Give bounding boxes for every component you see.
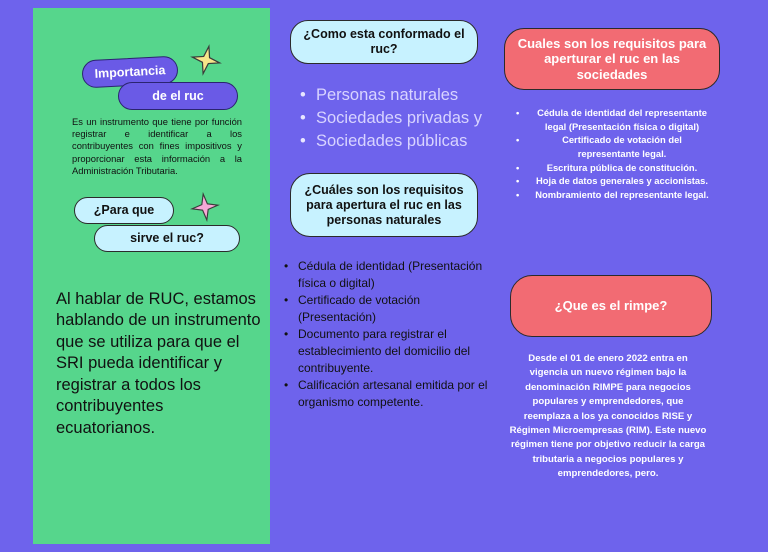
- requisitos-naturales-title: [290, 173, 478, 237]
- list-item: • Documento para registrar el establecimiento del domicilio del contribuyente.: [282, 326, 498, 377]
- importancia-title-text-1: Importancia: [94, 62, 166, 81]
- para-que-title-top: [74, 197, 174, 224]
- list-item: • Certificado de votación (Presentación): [282, 292, 498, 326]
- list-item: • Personas naturales: [298, 84, 498, 107]
- list-item: • Hoja de datos generales y accionistas.: [522, 174, 712, 188]
- list-item: • Sociedades públicas: [298, 130, 498, 153]
- list-item: • Certificado de votación del representante legal.: [522, 133, 712, 160]
- para-que-title-text-2: sirve el ruc?: [130, 231, 204, 245]
- para-que-title-bottom: [94, 225, 240, 252]
- star-icon-yellow: [190, 44, 222, 76]
- list-item: • Nombramiento del representante legal.: [522, 188, 712, 202]
- list-item: • Cédula de identidad del representante legal (Presentación física o digital): [522, 106, 712, 133]
- star-icon-pink: [190, 192, 220, 222]
- rimpe-title: [510, 275, 712, 337]
- list-item: • Calificación artesanal emitida por el organismo competente.: [282, 377, 498, 411]
- para-que-title-text-1: ¿Para que: [93, 203, 155, 217]
- sociedades-title: [504, 28, 720, 90]
- list-item: • Sociedades privadas y: [298, 107, 498, 130]
- importancia-text: Es un instrumento que tiene por función registrar e identificar a los contribuyentes con fines impositivos y proporcionar esta información a la Administración Tributaria.: [72, 116, 242, 176]
- list-item: • Escritura pública de constitución.: [522, 161, 712, 175]
- conformado-list: [298, 84, 498, 152]
- conformado-title-text: ¿Como esta conformado el ruc?: [303, 27, 465, 56]
- conformado-title: [290, 20, 478, 64]
- requisitos-naturales-title-text: ¿Cuáles son los requisitos para apertura el ruc en las personas naturales: [304, 182, 464, 227]
- importancia-title-text-2: de el ruc: [152, 88, 204, 103]
- requisitos-naturales-list: [282, 258, 498, 411]
- rimpe-title-text: ¿Que es el rimpe?: [554, 298, 668, 314]
- para-que-text: Al hablar de RUC, estamos hablando de un instrumento que se utiliza para que el SRI pueda identificar y registrar a todos los contribuyentes ecuatorianos.: [56, 290, 261, 437]
- rimpe-text: Desde el 01 de enero 2022 entra en vigencia un nuevo régimen bajo la denominación RIMPE para negocios populares y emprendedores, que reemplaza a los ya conocidos RISE y Régimen Microempresas (RIM). Este nuevo régimen tiene por objetivo reducir la carga tributaria a negocios populares y emprendedores, pero.: [509, 353, 707, 480]
- importancia-title-bottom: [118, 82, 238, 110]
- sociedades-title-text: Cuales son los requisitos para aperturar el ruc en las sociedades: [517, 35, 707, 82]
- list-item: • Cédula de identidad (Presentación física o digital): [282, 258, 498, 292]
- sociedades-list: [522, 106, 712, 201]
